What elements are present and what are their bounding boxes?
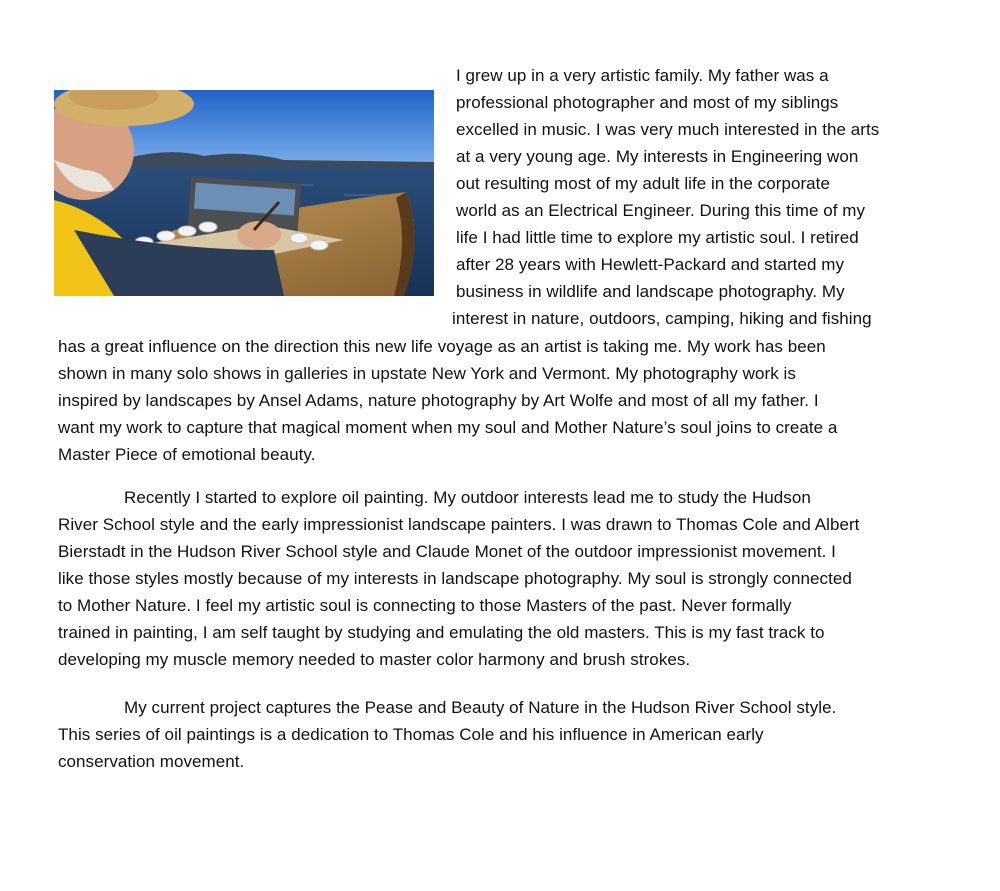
paragraph-line: Bierstadt in the Hudson River School style and Claude Monet of the outdoor impressionist movement. I: [58, 542, 836, 561]
paragraph-line: shown in many solo shows in galleries in upstate New York and Vermont. My photography work is: [58, 364, 796, 383]
paragraph-line: conservation movement.: [58, 752, 245, 771]
paragraph-line: has a great influence on the direction this new life voyage as an artist is taking me. My work has been: [58, 337, 826, 356]
paragraph-line: like those styles mostly because of my interests in landscape photography. My soul is strongly connected: [58, 569, 852, 588]
paragraph-line: to Mother Nature. I feel my artistic soul is connecting to those Masters of the past. Never formally: [58, 596, 792, 615]
paragraph-line: out resulting most of my adult life in the corporate: [456, 174, 830, 193]
paragraph-line: This series of oil paintings is a dedication to Thomas Cole and his influence in American early: [58, 725, 764, 744]
paragraph-line: Recently I started to explore oil painting. My outdoor interests lead me to study the Hudson: [124, 488, 811, 507]
paragraph-line: professional photographer and most of my siblings: [456, 93, 839, 112]
paragraph-line: I grew up in a very artistic family. My father was a: [456, 66, 829, 85]
paragraph-line: trained in painting, I am self taught by studying and emulating the old masters. This is my fast track to: [58, 623, 825, 642]
paragraph-line: Master Piece of emotional beauty.: [58, 445, 316, 464]
paragraph-line: excelled in music. I was very much interested in the arts: [456, 120, 880, 139]
paragraph-line: inspired by landscapes by Ansel Adams, nature photography by Art Wolfe and most of all my father. I: [58, 391, 819, 410]
paragraph-line: life I had little time to explore my artistic soul. I retired: [456, 228, 859, 247]
artist-painting-in-boat-photo: [54, 90, 434, 296]
paragraph-line: developing my muscle memory needed to master color harmony and brush strokes.: [58, 650, 691, 669]
paragraph-line: want my work to capture that magical moment when my soul and Mother Nature’s soul joins to create a: [58, 418, 838, 437]
paragraph-line: business in wildlife and landscape photography. My: [456, 282, 845, 301]
paragraph-line: My current project captures the Pease and Beauty of Nature in the Hudson River School style.: [124, 698, 837, 717]
paragraph-line: interest in nature, outdoors, camping, hiking and fishing: [452, 309, 872, 328]
paragraph-line: world as an Electrical Engineer. During this time of my: [456, 201, 866, 220]
paragraph-line: after 28 years with Hewlett-Packard and started my: [456, 255, 844, 274]
paragraph-line: at a very young age. My interests in Engineering won: [456, 147, 859, 166]
paragraph-line: River School style and the early impressionist landscape painters. I was drawn to Thomas Cole and Albert: [58, 515, 860, 534]
